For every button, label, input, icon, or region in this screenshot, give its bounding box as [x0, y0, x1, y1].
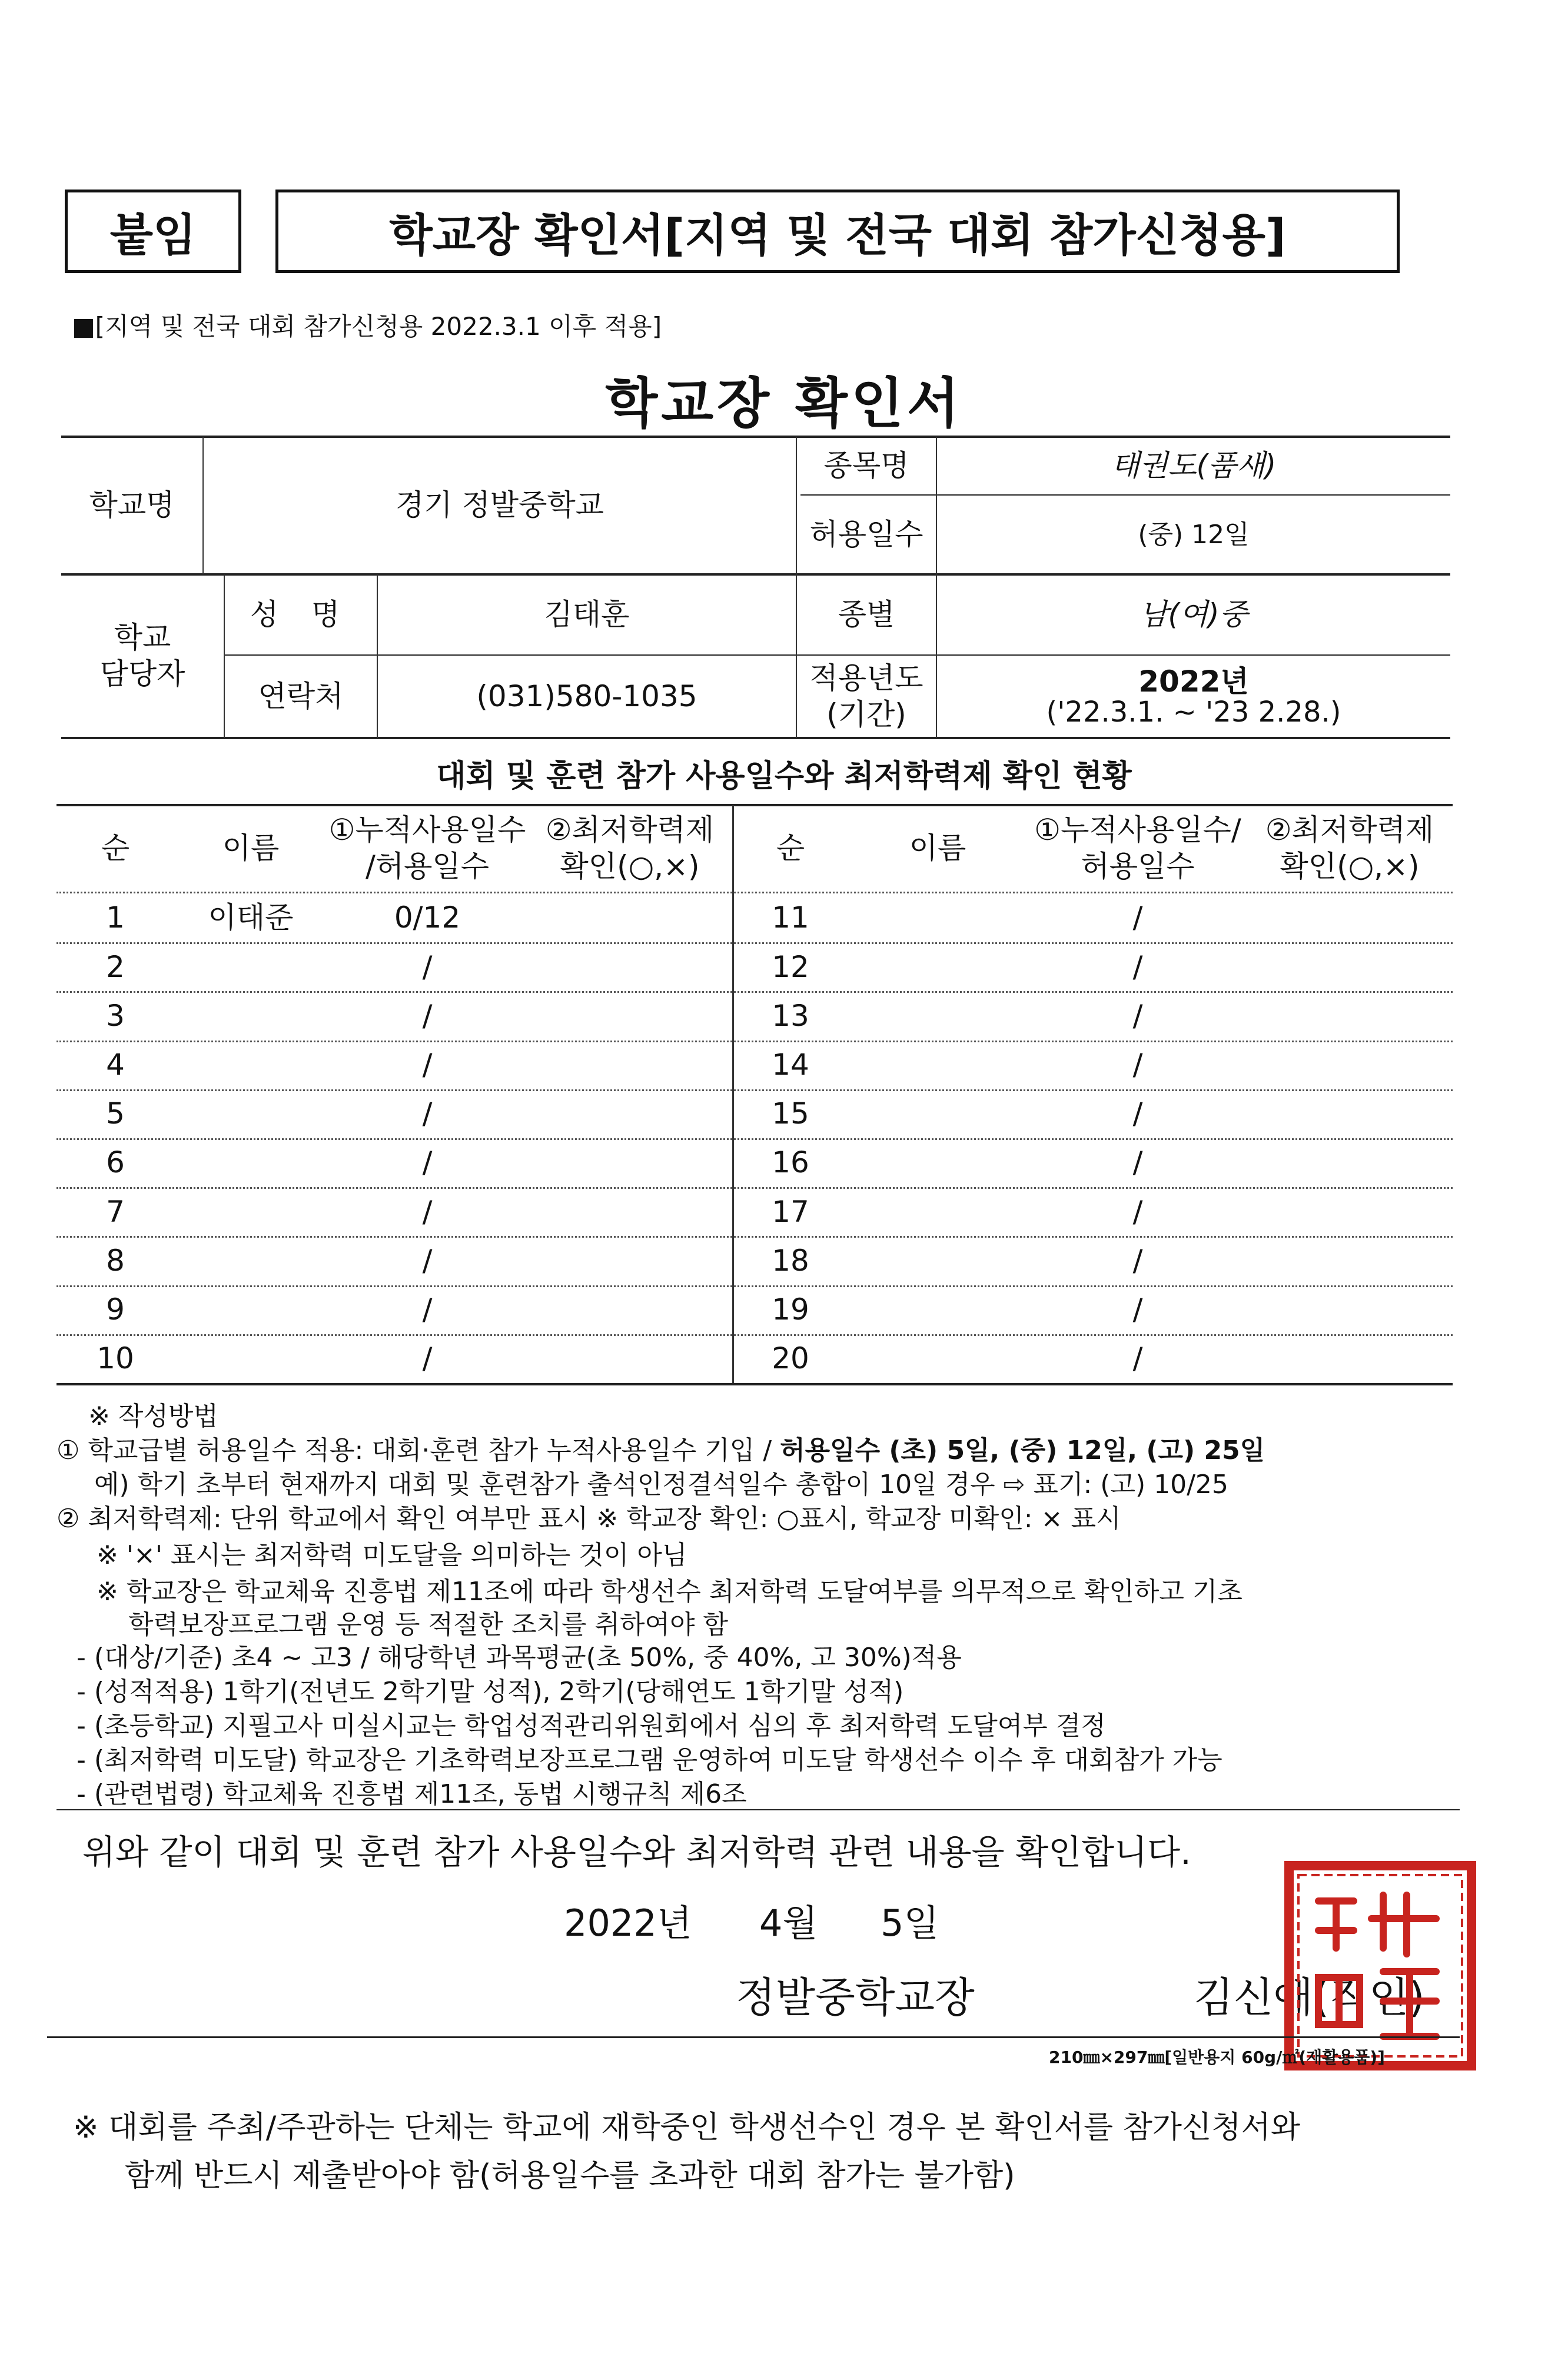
cell-right-check [1247, 1187, 1453, 1236]
period-value: ('22.3.1. ~ '23 2.28.) [1046, 696, 1341, 729]
cell-left-name [174, 1187, 327, 1236]
detail-5: - (관련법령) 학교체육 진흥법 제11조, 동법 시행규칙 제6조 [77, 1779, 747, 1809]
cell-left-name [174, 1236, 327, 1285]
cell-right-days: / [1132, 1243, 1143, 1278]
cell-right-name [846, 1285, 1029, 1334]
cell-left-check [527, 1236, 732, 1285]
cell-right-num: 11 [772, 900, 809, 935]
cell-right-check [1247, 1041, 1453, 1089]
bottom-note-2: 함께 반드시 제출받아야 함(허용일수를 초과한 대회 참가는 불가함) [125, 2158, 1015, 2193]
cell-left-days: / [422, 949, 433, 984]
cell-left-check [527, 1187, 732, 1236]
bottom-note-1: ※ 대회를 주최/주관하는 단체는 학교에 재학중인 학생선수인 경우 본 확인서를 참가신청서와 [73, 2110, 1300, 2145]
header-name-right: 이름 [909, 830, 966, 865]
cell-right-days: / [1132, 1047, 1143, 1082]
school-value: 경기 정발중학교 [396, 487, 604, 522]
cell-right-name [846, 1187, 1029, 1236]
cell-left-num: 2 [106, 949, 125, 984]
cell-right-check [1247, 893, 1453, 942]
cell-right-num: 17 [772, 1194, 809, 1229]
note-1-prefix: ① 학교급별 허용일수 적용: 대회·훈련 참가 누적사용일수 기입 / [57, 1435, 780, 1465]
cell-left-days: / [422, 1292, 433, 1327]
header-name-left: 이름 [222, 830, 280, 865]
date-month: 4월 [759, 1902, 818, 1945]
note-2-a: ※ '×' 표시는 최저학력 미도달을 의미하는 것이 아님 [97, 1540, 687, 1570]
cell-right-name [846, 1334, 1029, 1383]
cell-right-days: / [1132, 1292, 1143, 1327]
cell-left-name [174, 942, 327, 991]
detail-1: - (대상/기준) 초4 ~ 고3 / 해당학년 과목평균(초 50%, 중 40%, 고 30%)적용 [77, 1643, 962, 1673]
paper-spec: 210㎜×297㎜[일반용지 60g/㎡(재활용품)] [1049, 2048, 1385, 2067]
cell-left-check [527, 991, 732, 1040]
cell-left-days: / [422, 1047, 433, 1082]
event-value: 태권도(품새) [1111, 448, 1277, 483]
signer-name: 김신애(직인) [1194, 1973, 1425, 2022]
cell-right-name [846, 1041, 1029, 1089]
name-label: 성 명 [250, 597, 352, 632]
header-days-right: ①누적사용일수/ 허용일수 [1034, 812, 1241, 883]
header-num-left: 순 [101, 830, 130, 865]
cell-right-name [846, 893, 1029, 942]
cell-left-num: 7 [106, 1194, 125, 1229]
header-title-box [275, 190, 1400, 273]
cell-right-num: 12 [772, 949, 809, 984]
cell-left-days: / [422, 1341, 433, 1376]
contact-value: (031)580-1035 [476, 679, 697, 713]
cell-left-check [527, 1285, 732, 1334]
cell-right-num: 14 [772, 1047, 809, 1082]
cell-left-check [527, 1089, 732, 1138]
contact-label: 연락처 [258, 679, 344, 713]
note-1-example: 예) 학기 초부터 현재까지 대회 및 훈련참가 출석인정결석일수 총합이 10일 경우 ⇨ 표기: (고) 10/25 [94, 1470, 1228, 1500]
date-year: 2022년 [564, 1902, 692, 1945]
cell-right-name [846, 991, 1029, 1040]
note-2-b1: ※ 학교장은 학교체육 진흥법 제11조에 따라 학생선수 최저학력 도달여부를 의무적으로 확인하고 기초 [97, 1577, 1243, 1607]
cell-left-name [174, 1041, 327, 1089]
cell-right-check [1247, 1236, 1453, 1285]
confirm-text: 위와 같이 대회 및 훈련 참가 사용일수와 최저학력 관련 내용을 확인합니다. [82, 1832, 1191, 1872]
status-title: 대회 및 훈련 참가 사용일수와 최저학력제 확인 현황 [436, 759, 1132, 794]
cell-left-days: 0/12 [394, 900, 461, 935]
attachment-tag [65, 190, 241, 273]
school-label: 학교명 [89, 487, 175, 522]
cell-left-num: 3 [106, 998, 125, 1033]
date-day: 5일 [881, 1902, 939, 1945]
cell-right-days: / [1132, 949, 1143, 984]
header-title: 학교장 확인서[지역 및 전국 대회 참가신청용] [389, 208, 1286, 261]
official-seal-icon [1283, 1860, 1477, 2072]
cell-left-name [174, 991, 327, 1040]
cell-right-check [1247, 991, 1453, 1040]
cell-right-check [1247, 1334, 1453, 1383]
note-1 [57, 1429, 1265, 1467]
cell-left-days: / [422, 1145, 433, 1180]
cell-left-num: 9 [106, 1292, 125, 1327]
note-2-b2: 학력보장프로그램 운영 등 적절한 조치를 취하여야 함 [128, 1610, 729, 1640]
cell-left-name [174, 1285, 327, 1334]
cell-left-num: 1 [106, 900, 125, 935]
event-label: 종목명 [823, 448, 909, 483]
name-value: 김태훈 [544, 597, 630, 632]
cell-left-check [527, 1138, 732, 1187]
manager-label: 학교 담당자 [99, 620, 185, 691]
cell-right-num: 13 [772, 998, 809, 1033]
cell-left-days: / [422, 1194, 433, 1229]
cell-right-name [846, 942, 1029, 991]
cell-right-days: / [1132, 1341, 1143, 1376]
cell-right-name [846, 1138, 1029, 1187]
form-note: ■[지역 및 전국 대회 참가신청용 2022.3.1 이후 적용] [72, 312, 662, 341]
cell-right-num: 20 [772, 1341, 809, 1376]
gender-value: 남(여)중 [1140, 597, 1248, 632]
gender-label: 종별 [838, 597, 895, 632]
cell-left-num: 4 [106, 1047, 125, 1082]
cell-right-num: 16 [772, 1145, 809, 1180]
header-check-left: ②최저학력제 확인(○,×) [545, 812, 715, 883]
cell-left-num: 5 [106, 1096, 125, 1131]
attachment-tag-text: 붙임 [109, 208, 197, 261]
days-value: (중) 12일 [1138, 519, 1250, 550]
cell-right-check [1247, 1089, 1453, 1138]
cell-right-check [1247, 942, 1453, 991]
signer-title: 정발중학교장 [736, 1973, 975, 2022]
detail-2: - (성적적용) 1학기(전년도 2학기말 성적), 2학기(당해연도 1학기말 성적) [77, 1677, 904, 1707]
note-2: ② 최저학력제: 단위 학교에서 확인 여부만 표시 ※ 학교장 확인: ○표시, 학교장 미확인: × 표시 [57, 1504, 1121, 1534]
cell-left-name [174, 1089, 327, 1138]
cell-right-name [846, 1089, 1029, 1138]
cell-right-days: / [1132, 998, 1143, 1033]
cell-right-num: 18 [772, 1243, 809, 1278]
detail-4: - (최저학력 미도달) 학교장은 기초학력보장프로그램 운영하여 미도달 학생선수 이수 후 대회참가 가능 [77, 1745, 1222, 1775]
header-check-right: ②최저학력제 확인(○,×) [1265, 812, 1434, 883]
detail-3: - (초등학교) 지필고사 미실시교는 학업성적관리위원회에서 심의 후 최저학력 도달여부 결정 [77, 1711, 1106, 1741]
cell-right-days: / [1132, 1145, 1143, 1180]
cell-left-check [527, 893, 732, 942]
year-label: 적용년도 (기간) [809, 660, 923, 732]
cell-left-check [527, 1041, 732, 1089]
cell-left-days: / [422, 1096, 433, 1131]
header-days-left: ①누적사용일수 /허용일수 [328, 812, 526, 883]
cell-right-name [846, 1236, 1029, 1285]
cell-right-num: 19 [772, 1292, 809, 1327]
cell-right-days: / [1132, 1096, 1143, 1131]
cell-left-num: 10 [97, 1341, 134, 1376]
cell-right-num: 15 [772, 1096, 809, 1131]
notes-heading: ※ 작성방법 [88, 1401, 218, 1431]
cell-left-check [527, 942, 732, 991]
cell-left-name: 이태준 [208, 900, 294, 935]
cell-left-check [527, 1334, 732, 1383]
cell-left-days: / [422, 998, 433, 1033]
cell-right-check [1247, 1138, 1453, 1187]
document-title: 학교장 확인서 [605, 372, 963, 435]
cell-right-check [1247, 1285, 1453, 1334]
cell-left-name [174, 1334, 327, 1383]
cell-right-days: / [1132, 1194, 1143, 1229]
cell-right-days: / [1132, 900, 1143, 935]
year-value: 2022년 [1138, 664, 1249, 699]
cell-left-num: 6 [106, 1145, 125, 1180]
note-1-bold: 허용일수 (초) 5일, (중) 12일, (고) 25일 [780, 1435, 1265, 1465]
days-label: 허용일수 [809, 517, 923, 551]
cell-left-num: 8 [106, 1243, 125, 1278]
header-num-right: 순 [776, 830, 805, 865]
cell-left-days: / [422, 1243, 433, 1278]
cell-left-name [174, 1138, 327, 1187]
